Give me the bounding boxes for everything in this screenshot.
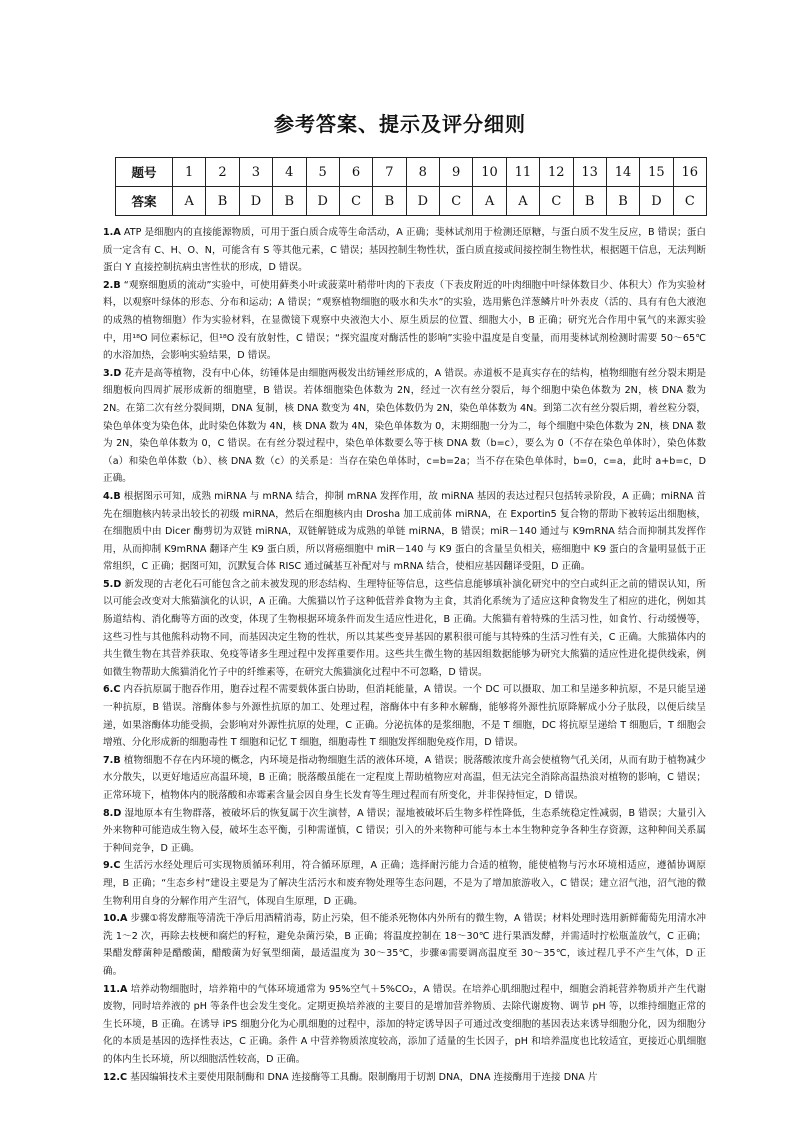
explanation-number: 12.C <box>103 1071 128 1083</box>
answer-cell: A <box>173 187 206 216</box>
explanation-item <box>103 910 706 980</box>
question-number-header: 题号 <box>116 158 173 187</box>
explanations <box>103 224 706 1086</box>
page-title: 参考答案、提示及评分细则 <box>274 112 526 136</box>
answer-cell: B <box>206 187 239 216</box>
explanation-text: ATP 是细胞内的直接能源物质，可用于蛋白质合成等生命活动，A 正确；斐林试剂用于检测还原糖，与蛋白质不发生反应，B 错误；蛋白质一定含有 C、H、O、N，可能含有 S 等其他元素，C 错误；基因控制生物性状，蛋白质直接或间接控制生物性状，根据题干信息，无法判断蛋白 Y 直接控制抗病虫害性状的形成，D 错误。 <box>103 227 706 274</box>
question-number-cell: 11 <box>506 158 539 187</box>
question-number-cell: 7 <box>373 158 406 187</box>
answer-cell: A <box>473 187 506 216</box>
question-number-cell: 14 <box>606 158 639 187</box>
explanation-text: 培养动物细胞时，培养箱中的气体环境通常为 95%空气＋5%CO₂，A 错误。在培养心肌细胞过程中，细胞会消耗营养物质并产生代谢废物，同时培养液的 pH 等条件也会发生变化。定期更换培养液的主要目的是增加营养物质、去除代谢废物、调节 pH 等，以维持细胞正常的生长环境，B 正确。在诱导 iPS 细胞分化为心肌细胞的过程中，添加的特定诱导因子可通过改变细胞的基因表达来诱导细胞分化，因为细胞分化的本质是基因的选择性表达，C 正确。条件 A 中营养物质浓度较高，添加了适量的生长因子，pH 和培养温度也比较适宜，更接近心肌细胞的体内生长环境，所以细胞活性较高，D 正确。 <box>103 983 706 1065</box>
question-number-row <box>116 158 707 187</box>
explanation-text: 内吞抗原属于胞吞作用，胞吞过程不需要载体蛋白协助，但消耗能量，A 错误。一个 DC 可以摄取、加工和呈递多种抗原，不是只能呈递一种抗原，B 错误。溶酶体参与外源性抗原的加工、处理过程，溶酶体中有多种水解酶，能够将外源性抗原降解成小分子肽段，以便后续呈递，如果溶酶体功能受损，会影响对外源性抗原的处理，C 正确。分泌抗体的是浆细胞，不是 T 细胞，DC 将抗原呈递给 T 细胞后，T 细胞会增殖、分化形成新的细胞毒性 T 细胞和记忆 T 细胞，细胞毒性 T 细胞发挥细胞免疫作用，D 错误。 <box>103 684 706 749</box>
explanation-text: 湿地原本有生物群落，被破坏后的恢复属于次生演替，A 错误；湿地被破坏后生物多样性降低，生态系统稳定性减弱，B 错误；大量引入外来物种可能造成生物入侵，破坏生态平衡，引种需谨慎，C 错误；引入的外来物种可能与本土本生物种竞争各种生存资源，这种种间关系属于种间竞争，D 正确。 <box>103 807 706 854</box>
answer-cell: A <box>506 187 539 216</box>
explanation-number: 6.C <box>103 684 121 696</box>
answer-cell: D <box>239 187 272 216</box>
explanation-item <box>103 1069 706 1087</box>
question-number-cell: 12 <box>540 158 573 187</box>
explanation-number: 1.A <box>103 227 121 238</box>
answer-cell: D <box>306 187 339 216</box>
answer-cell: D <box>640 187 673 216</box>
question-number-cell: 16 <box>673 158 706 187</box>
answer-cell: B <box>273 187 306 216</box>
answer-cell: B <box>573 187 606 216</box>
answer-header: 答案 <box>116 187 173 216</box>
explanation-item <box>103 365 706 488</box>
explanation-item <box>103 681 706 751</box>
explanation-item <box>103 857 706 910</box>
explanation-item <box>103 752 706 805</box>
question-number-cell: 3 <box>239 158 272 187</box>
question-number-cell: 1 <box>173 158 206 187</box>
question-number-cell: 13 <box>573 158 606 187</box>
explanation-number: 8.D <box>103 807 122 819</box>
answer-cell: D <box>406 187 439 216</box>
answer-row <box>116 187 707 216</box>
explanation-text: “观察细胞质的流动”实验中，可使用藓类小叶或菠菜叶稍带叶肉的下表皮（下表皮附近的叶肉细胞中叶绿体数目少、体积大）作为实验材料，以观察叶绿体的形态、分布和运动；A 错误；“观察植物细胞的吸水和失水”的实验，选用紫色洋葱鳞片叶外表皮（活的、具有有色大液泡的成熟的植物细胞）作为实验材料，在显微镜下观察中央液泡大小、原生质层的位置、细胞大小，B 正确；研究光合作用中氧气的来源实验中，用¹⁸O 同位素标记，但¹⁸O 没有放射性，C 错误；“探究温度对酶活性的影响”实验中温度是自变量，而用斐林试剂检测时需要 50～65℃ 的水浴加热，会影响实验结果，D 错误。 <box>103 279 706 362</box>
answer-cell: C <box>673 187 706 216</box>
explanation-number: 5.D <box>103 578 122 590</box>
answer-cell: B <box>606 187 639 216</box>
question-number-cell: 4 <box>273 158 306 187</box>
explanation-text: 基因编辑技术主要使用限制酶和 DNA 连接酶等工具酶。限制酶用于切割 DNA，DNA 连接酶用于连接 DNA 片 <box>130 1071 598 1083</box>
explanation-number: 11.A <box>103 983 128 995</box>
answer-cell: B <box>373 187 406 216</box>
explanation-item <box>103 981 706 1069</box>
explanation-item <box>103 224 706 277</box>
answer-cell: C <box>339 187 372 216</box>
explanation-number: 9.C <box>103 860 121 872</box>
explanation-number: 10.A <box>103 913 128 925</box>
question-number-cell: 15 <box>640 158 673 187</box>
explanation-number: 2.B <box>103 279 121 291</box>
explanation-number: 4.B <box>103 490 121 502</box>
answer-table <box>115 157 707 216</box>
question-number-cell: 9 <box>440 158 473 187</box>
question-number-cell: 2 <box>206 158 239 187</box>
explanation-number: 7.B <box>103 754 121 766</box>
answer-cell: C <box>440 187 473 216</box>
explanation-text: 新发现的古老化石可能包含之前未被发现的形态结构、生理特征等信息，这些信息能够填补演化研究中的空白或纠正之前的错误认知，所以可能会改变对大熊猫演化的认识，A 正确。大熊猫以竹子这种低营养食物为主食，其消化系统为了适应这种食物发生了相应的进化，例如其肠道结构、消化酶等方面的改变，体现了生物根据环境条件而发生适应性进化，B 正确。大熊猫有着特殊的生活习性，如食竹、行动缓慢等，这些习性与其他熊科动物不同，而基因决定生物的性状，所以其某些变异基因的累积很可能与其特殊的生活习性有关，C 正确。大熊猫体内的共生微生物在其营养获取、免疫等诸多生理过程中发挥重要作用。这些共生微生物的基因组数据能够为研究大熊猫的适应性进化提供线索，例如微生物帮助大熊猫消化竹子中的纤维素等，在研究大熊猫演化过程中不可忽略，D 错误。 <box>103 578 706 678</box>
explanation-text: 花卉是高等植物，没有中心体，纺锤体是由细胞两极发出纺锤丝形成的，A 错误。赤道板不是真实存在的结构，植物细胞有丝分裂末期是细胞板向四周扩展形成新的细胞壁，B 错误。若体细胞染色体数为 2N，经过一次有丝分裂后，每个细胞中染色体数为 2N，核 DNA 数为 2N。在第二次有丝分裂间期，DNA 复制，核 DNA 数变为 4N，染色体数仍为 2N，染色单体数为 4N。到第二次有丝分裂后期，着丝粒分裂，染色单体变为染色体，此时染色体数为 4N，核 DNA 数为 4N，染色单体数为 0，末期细胞一分为二，每个细胞中染色体数为 2N，核 DNA 数为 2N，染色单体数为 0，C 错误。在有丝分裂过程中，染色单体数要么等于核 DNA 数（b=c），要么为 0（不存在染色单体时），染色体数（a）和染色单体数（b）、核 DNA 数（c）的关系是：当存在染色单体时，c=b=2a；当不存在染色单体时，b=0，c=a，此时 a+b=c，D 正确。 <box>103 367 706 485</box>
explanation-item <box>103 805 706 858</box>
explanation-item <box>103 277 706 365</box>
explanation-item <box>103 576 706 682</box>
explanation-number: 3.D <box>103 367 122 379</box>
explanation-text: 生活污水经处理后可实现物质循环利用，符合循环原理，A 正确；选择耐污能力合适的植物，能使植物与污水环境相适应，遵循协调原理，B 正确；“生态乡村”建设主要是为了解决生活污水和废弃物处理等生态问题，不是为了增加旅游收入，C 错误；建立沼气池，沼气池的微生物利用自身的分解作用产生沼气，体现自生原理，D 正确。 <box>103 860 706 907</box>
answer-cell: C <box>540 187 573 216</box>
question-number-cell: 5 <box>306 158 339 187</box>
explanation-item <box>103 488 706 576</box>
question-number-cell: 8 <box>406 158 439 187</box>
question-number-cell: 6 <box>339 158 372 187</box>
explanation-text: 步骤①将发酵瓶等清洗干净后用酒精消毒，防止污染，但不能杀死物体内外所有的微生物，A 错误；材料处理时选用新鲜葡萄先用清水冲洗 1～2 次，再除去枝梗和腐烂的籽粒，避免杂菌污染，B 正确；将温度控制在 18～30℃ 进行果酒发酵，并需适时拧松瓶盖放气，C 正确；果醋发酵菌种是醋酸菌，醋酸菌为好氧型细菌，最适温度为 30～35℃，步骤④需要调高温度至 30～35℃，该过程几乎不产生气体，D 正确。 <box>103 913 706 977</box>
explanation-text: 根据图示可知，成熟 miRNA 与 mRNA 结合，抑制 mRNA 发挥作用，故 miRNA 基因的表达过程只包括转录阶段，A 正确；miRNA 首先在细胞核内转录出较长的初级 miRNA，然后在细胞核内由 Drosha 加工成前体 miRNA，在 Exportin5 复合物的帮助下被转运出细胞核，在细胞质中由 Dicer 酶剪切为双链 miRNA，双链解链成为成熟的单链 miRNA，B 错误；miR－140 通过与 K9mRNA 结合而抑制其发挥作用，从而抑制 K9mRNA 翻译产生 K9 蛋白质，所以肾癌细胞中 miR－140 与 K9 蛋白的含量呈负相关，癌细胞中 K9 蛋白的含量明显低于正常组织，C 正确；据图可知，沉默复合体 RISC 通过碱基互补配对与 mRNA 结合，使相应基因翻译受阻，D 正确。 <box>103 490 706 573</box>
explanation-text: 植物细胞不存在内环境的概念，内环境是指动物细胞生活的液体环境，A 错误；脱落酸浓度升高会使植物气孔关闭，从而有助于植物减少水分散失，以更好地适应高温环境，B 正确；脱落酸虽能在一定程度上帮助植物应对高温，但无法完全消除高温热浪对植物的影响，C 错误；正常环境下，植物体内的脱落酸和赤霉素含量会因自身生长发育等生理过程而有所变化，并非保持恒定，D 错误。 <box>103 754 706 801</box>
question-number-cell: 10 <box>473 158 506 187</box>
